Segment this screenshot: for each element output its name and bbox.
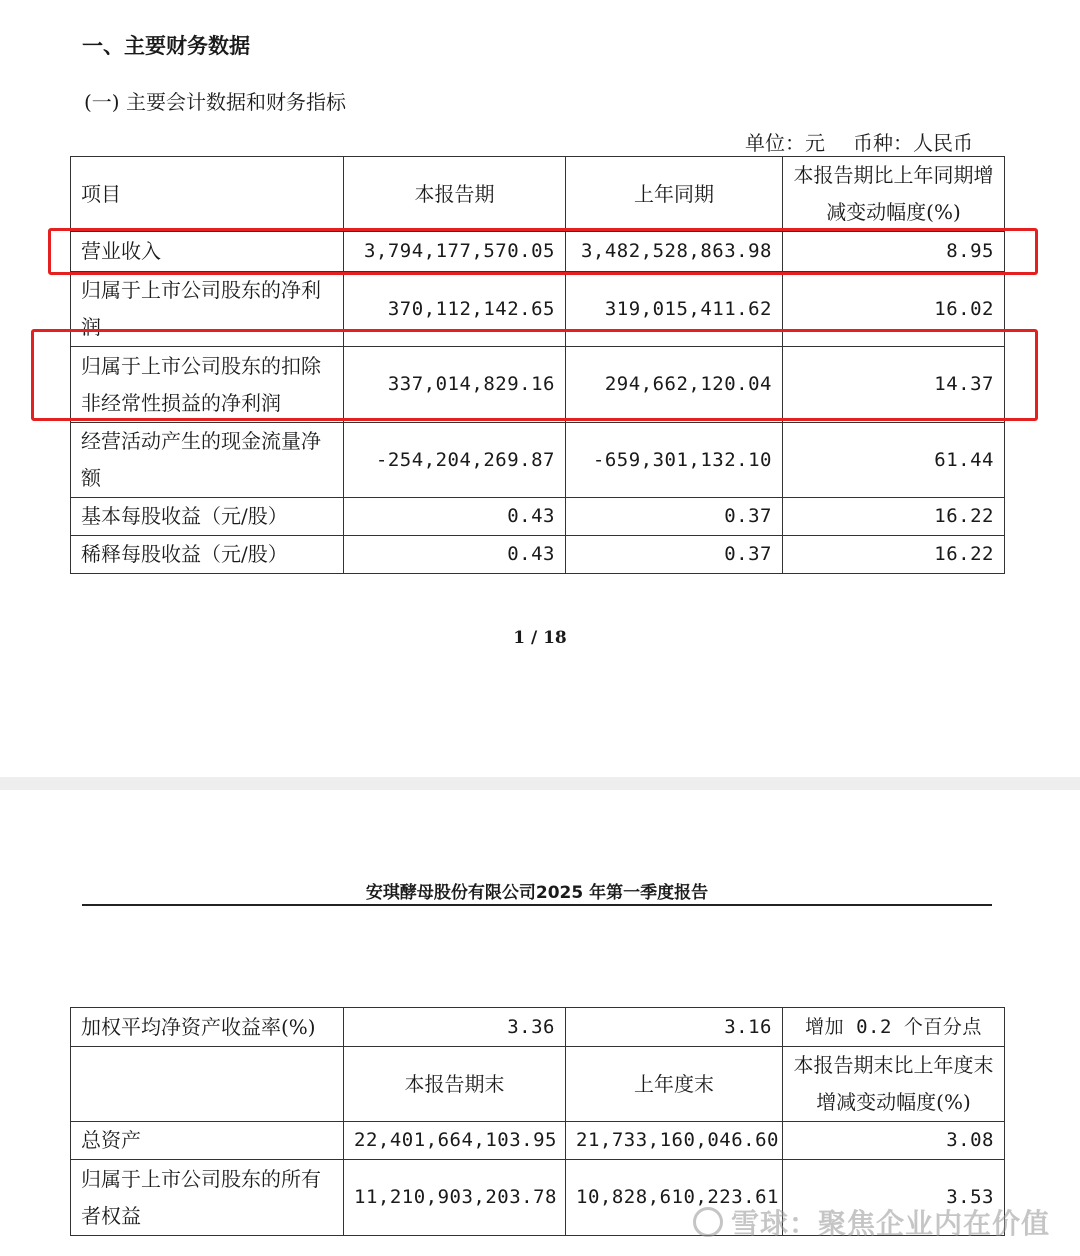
header-prior: 上年度末 [566, 1047, 783, 1122]
page-separator [0, 777, 1080, 790]
row-prior: 319,015,411.62 [566, 272, 783, 347]
document-header-title: 安琪酵母股份有限公司2025 年第一季度报告 [365, 883, 709, 903]
row-item: 基本每股收益（元/股） [71, 498, 344, 536]
row-prior: 10,828,610,223.61 [566, 1160, 783, 1236]
watermark-text: 雪球：聚焦企业内在价值 [730, 1207, 1050, 1240]
row-item: 总资产 [71, 1122, 344, 1160]
table-header-row [71, 157, 1005, 232]
unit-label: 单位：元 [745, 131, 825, 155]
row-current: 337,014,829.16 [344, 347, 566, 423]
header-item: 项目 [71, 157, 344, 232]
row-item: 营业收入 [71, 232, 344, 272]
row-current: 22,401,664,103.95 [344, 1122, 566, 1160]
xueqiu-logo-icon [693, 1207, 723, 1237]
watermark [693, 1202, 1050, 1242]
highlight-box-revenue [48, 228, 1038, 275]
row-change: 14.37 [783, 347, 1005, 423]
page-number: 1 / 18 [513, 628, 567, 648]
row-current: 11,210,903,203.78 [344, 1160, 566, 1236]
row-current: 370,112,142.65 [344, 272, 566, 347]
header-current: 本报告期末 [344, 1047, 566, 1122]
row-current: -254,204,269.87 [344, 423, 566, 498]
sub-title: (一) 主要会计数据和财务指标 [84, 90, 346, 114]
unit-note [745, 127, 973, 156]
header-prior: 上年同期 [566, 157, 783, 232]
row-current: 3,794,177,570.05 [344, 232, 566, 272]
currency-label: 币种：人民币 [853, 131, 973, 155]
row-current: 3.36 [344, 1008, 566, 1047]
row-prior: -659,301,132.10 [566, 423, 783, 498]
row-prior: 3,482,528,863.98 [566, 232, 783, 272]
row-change: 3.53 [783, 1160, 1005, 1236]
row-item: 加权平均净资产收益率(%) [71, 1008, 344, 1047]
row-item: 归属于上市公司股东的所有者权益 [71, 1160, 344, 1236]
row-current: 0.43 [344, 536, 566, 574]
table-row [71, 498, 1005, 536]
header-current: 本报告期 [344, 157, 566, 232]
row-prior: 0.37 [566, 498, 783, 536]
highlight-box-deducted-profit [31, 329, 1038, 421]
table-row [71, 536, 1005, 574]
table-row [71, 1122, 1005, 1160]
row-item: 稀释每股收益（元/股） [71, 536, 344, 574]
row-item: 归属于上市公司股东的扣除非经常性损益的净利润 [71, 347, 344, 423]
section-title: 一、主要财务数据 [82, 34, 250, 58]
header-item [71, 1047, 344, 1122]
row-prior: 21,733,160,046.60 [566, 1122, 783, 1160]
row-item: 经营活动产生的现金流量净额 [71, 423, 344, 498]
row-prior: 0.37 [566, 536, 783, 574]
row-change: 16.02 [783, 272, 1005, 347]
table-row [71, 1008, 1005, 1047]
table-header-row [71, 1047, 1005, 1122]
row-change: 增加 0.2 个百分点 [783, 1008, 1005, 1047]
header-rule [82, 904, 992, 906]
header-change: 本报告期比上年同期增减变动幅度(%) [783, 157, 1005, 232]
row-change: 3.08 [783, 1122, 1005, 1160]
header-change: 本报告期末比上年度末增减变动幅度(%) [783, 1047, 1005, 1122]
row-prior: 3.16 [566, 1008, 783, 1047]
row-change: 16.22 [783, 498, 1005, 536]
row-change: 16.22 [783, 536, 1005, 574]
table-row [71, 423, 1005, 498]
row-change: 8.95 [783, 232, 1005, 272]
row-prior: 294,662,120.04 [566, 347, 783, 423]
row-change: 61.44 [783, 423, 1005, 498]
row-item: 归属于上市公司股东的净利润 [71, 272, 344, 347]
row-current: 0.43 [344, 498, 566, 536]
